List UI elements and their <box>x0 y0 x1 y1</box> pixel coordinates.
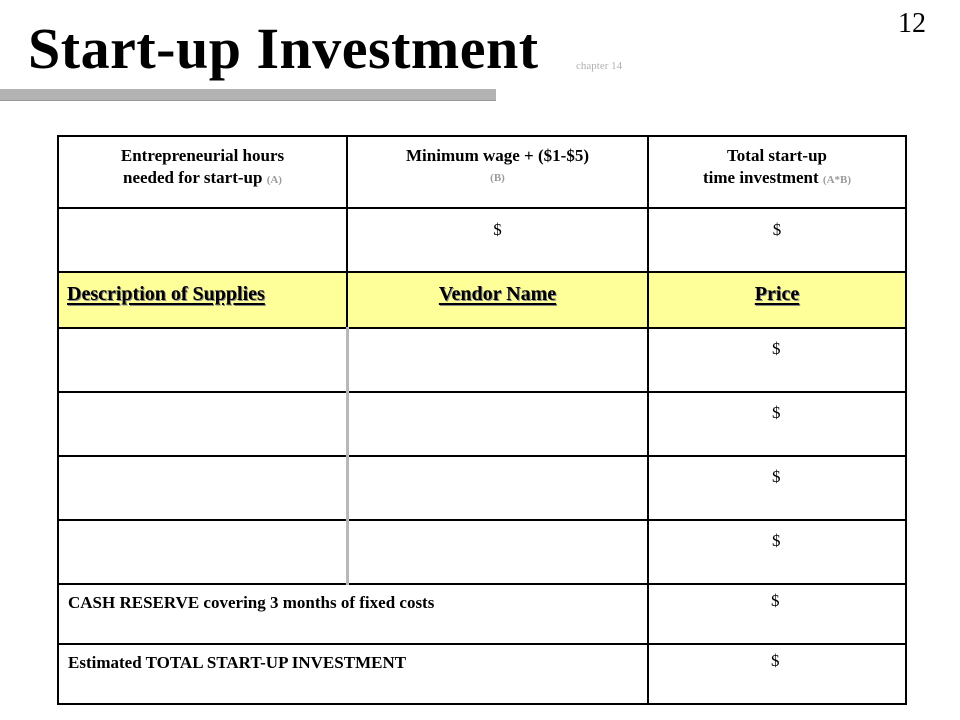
price-cell[interactable]: $ <box>648 520 906 584</box>
supplies-header-row <box>58 272 906 328</box>
price-cell[interactable]: $ <box>648 328 906 392</box>
total-investment-value-cell[interactable]: $ <box>648 644 906 704</box>
header-hours: Entrepreneurial hours needed for start-up (A) <box>58 136 347 208</box>
page-number: 12 <box>898 8 926 39</box>
page-title: Start-up Investment <box>28 16 539 81</box>
vendor-cell[interactable] <box>347 456 648 520</box>
description-cell[interactable] <box>58 520 347 584</box>
description-cell[interactable] <box>58 392 347 456</box>
price-cell[interactable]: $ <box>648 456 906 520</box>
total-investment-label: Estimated TOTAL START-UP INVESTMENT <box>58 644 648 704</box>
cash-reserve-row <box>58 584 906 644</box>
table-row <box>58 392 906 456</box>
time-value-row <box>58 208 906 272</box>
wage-value-cell[interactable]: $ <box>347 208 648 272</box>
description-cell[interactable] <box>58 328 347 392</box>
total-time-value-cell[interactable]: $ <box>648 208 906 272</box>
header-description: Description of Supplies <box>58 272 347 328</box>
total-investment-row <box>58 644 906 704</box>
description-cell[interactable] <box>58 456 347 520</box>
cash-reserve-value-cell[interactable]: $ <box>648 584 906 644</box>
vendor-cell[interactable] <box>347 328 648 392</box>
vendor-cell[interactable] <box>347 392 648 456</box>
startup-investment-table <box>57 135 907 705</box>
time-header-row <box>58 136 906 208</box>
table-row <box>58 520 906 584</box>
table-row <box>58 328 906 392</box>
price-cell[interactable]: $ <box>648 392 906 456</box>
hours-value-cell[interactable] <box>58 208 347 272</box>
header-wage: Minimum wage + ($1-$5) (B) <box>347 136 648 208</box>
header-vendor: Vendor Name <box>347 272 648 328</box>
header-price: Price <box>648 272 906 328</box>
header-total-time: Total start-up time investment (A*B) <box>648 136 906 208</box>
title-underline-edge <box>0 100 496 101</box>
table-row <box>58 456 906 520</box>
vendor-cell[interactable] <box>347 520 648 584</box>
cash-reserve-label: CASH RESERVE covering 3 months of fixed costs <box>58 584 648 644</box>
chapter-label: chapter 14 <box>576 60 623 72</box>
